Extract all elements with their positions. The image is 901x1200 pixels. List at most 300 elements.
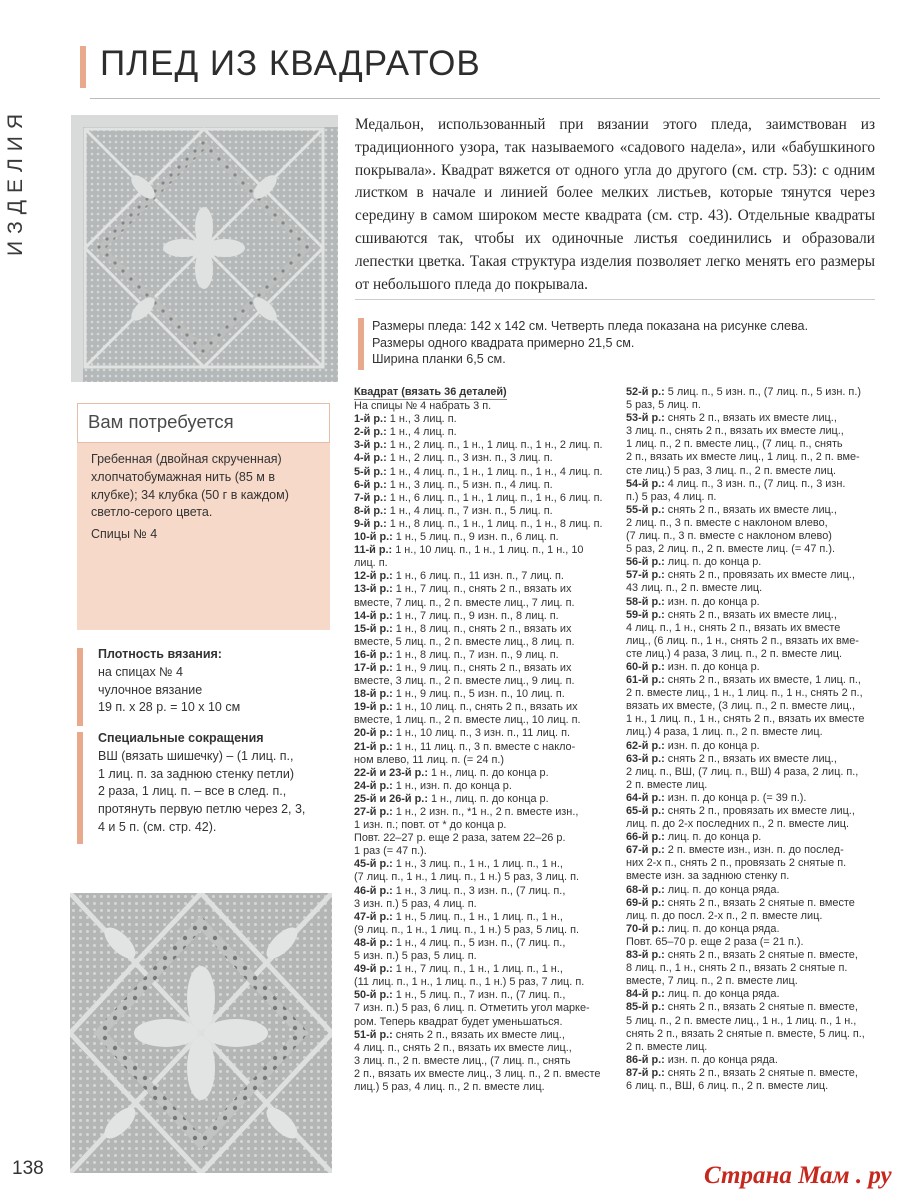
size-line: Размеры пледа: 142 х 142 см. Четверть пледа показана на рисунке слева. — [372, 319, 809, 333]
instruction-line — [354, 976, 616, 989]
abbrev-line: 4 и 5 п. (см. стр. 42). — [98, 819, 217, 834]
row-label: 68-й р.: — [626, 883, 665, 896]
page-title: ПЛЕД ИЗ КВАДРАТОВ — [100, 44, 481, 83]
intro-divider — [355, 299, 875, 300]
row-text: 8 лиц. п., 1 н., снять 2 п., вязать 2 снятые п. — [626, 962, 848, 975]
instruction-line — [354, 1042, 616, 1055]
row-label: 65-й р.: — [626, 805, 665, 817]
row-text: сте лиц.) 5 раз, 3 лиц. п., 2 п. вместе лиц. — [626, 464, 836, 477]
instruction-line — [354, 701, 616, 714]
instruction-line — [354, 754, 616, 767]
row-text: снять 2 п., вязать их вместе лиц., — [664, 412, 837, 425]
row-text: 3 лиц. п., снять 2 п., вязать их вместе лиц., — [626, 425, 844, 438]
row-text: лиц. п. до посл. 2-х п., 2 п. вместе лиц. — [626, 909, 823, 922]
row-label: 85-й р.: — [626, 1001, 665, 1014]
row-text: На спицы № 4 набрать 3 п. — [354, 400, 492, 413]
row-label: 48-й р.: — [354, 936, 393, 949]
instruction-line — [354, 741, 616, 754]
row-text: 1 н., 5 лиц. п., 9 изн. п., 6 лиц. п. — [392, 531, 559, 544]
materials-heading: Вам потребуется — [77, 403, 330, 443]
instruction-line — [626, 569, 888, 582]
row-text: 2 п. вместе лиц. — [626, 1040, 708, 1053]
row-text: 2 п. вместе изн., изн. п. до послед- — [664, 844, 844, 857]
row-label: 58-й р.: — [626, 595, 665, 608]
row-text: лиц. п. до конца ряда. — [664, 883, 780, 896]
instruction-line — [354, 688, 616, 701]
instruction-line — [626, 412, 888, 425]
row-text: снять 2 п., провязать их вместе лиц., — [664, 569, 855, 582]
size-line: Размеры одного квадрата примерно 21,5 см. — [372, 335, 635, 350]
instruction-line — [354, 636, 616, 649]
abbrev-line: ВШ (вязать шишечку) – (1 лиц. п., — [98, 748, 294, 763]
row-label: 63-й р.: — [626, 752, 665, 765]
row-text: 5 лиц. п., 5 изн. п., (7 лиц. п., 5 изн. п.) — [664, 386, 861, 398]
instruction-line — [626, 897, 888, 910]
row-label: 10-й р.: — [354, 531, 393, 544]
row-label: 22-й и 23-й р.: — [354, 766, 428, 779]
instructions-heading: Квадрат (вязать 36 деталей) — [354, 386, 507, 400]
gauge-accent-bar — [77, 648, 83, 726]
instructions-column-2 — [626, 386, 888, 1093]
instruction-line — [354, 623, 616, 636]
instruction-line — [626, 1015, 888, 1028]
row-text: снять 2 п., вязать 2 снятые п. вместе, — [664, 1066, 858, 1079]
instruction-line — [354, 1016, 616, 1029]
row-text: (7 лиц. п., 1 н., 1 лиц. п., 1 н.) 5 раз, 3 лиц. п. — [354, 871, 579, 884]
instruction-line — [626, 465, 888, 478]
instruction-line — [354, 767, 616, 780]
blanket-photo — [71, 115, 338, 382]
needles-text: Спицы № 4 — [91, 527, 158, 541]
row-text: вместе, 7 лиц. п., 2 п. вместе лиц. — [626, 975, 798, 988]
instruction-line — [354, 806, 616, 819]
row-label: 59-й р.: — [626, 608, 665, 621]
row-text: 6 лиц. п., ВШ, 6 лиц. п., 2 п. вместе лиц. — [626, 1079, 829, 1092]
instruction-line — [354, 885, 616, 898]
row-text: изн. п. до конца ряда. — [664, 1053, 778, 1066]
instruction-line — [354, 466, 616, 479]
row-text: 1 н., 6 лиц. п., 11 изн. п., 7 лиц. п. — [392, 570, 564, 583]
row-text: 2 лиц. п., ВШ, (7 лиц. п., ВШ) 4 раза, 2 лиц. п., — [626, 765, 859, 778]
instruction-line — [626, 792, 888, 805]
row-text: 1 н., 6 лиц. п., 1 н., 1 лиц. п., 1 н., 6 лиц. п. — [386, 491, 603, 504]
instructions-column-1 — [354, 386, 616, 1094]
instruction-line — [626, 1028, 888, 1041]
row-text: ном влево, 11 лиц. п. (= 24 п.) — [354, 753, 505, 766]
instruction-line — [354, 570, 616, 583]
row-label: 61-й р.: — [626, 674, 665, 687]
instruction-line — [354, 649, 616, 662]
instruction-line — [626, 805, 888, 818]
materials-box — [77, 403, 330, 630]
row-label: 60-й р.: — [626, 660, 665, 673]
row-label: 86-й р.: — [626, 1053, 665, 1066]
instruction-line — [354, 989, 616, 1002]
instruction-line — [626, 1054, 888, 1067]
row-label: 50-й р.: — [354, 989, 393, 1002]
row-text: 3 изн. п.) 5 раз, 4 лиц. п. — [354, 897, 477, 910]
row-label: 45-й р.: — [354, 858, 393, 871]
instruction-line — [354, 518, 616, 531]
instruction-line — [354, 819, 616, 832]
gauge-line: чулочное вязание — [98, 682, 203, 697]
row-label: 5-й р.: — [354, 465, 387, 478]
instruction-line — [354, 557, 616, 570]
instruction-line — [354, 1068, 616, 1081]
instruction-line — [354, 531, 616, 544]
row-label: 66-й р.: — [626, 831, 665, 844]
instruction-line — [626, 1067, 888, 1080]
instruction-line — [354, 924, 616, 937]
row-label: 51-й р.: — [354, 1028, 393, 1041]
instruction-line — [354, 597, 616, 610]
instruction-line — [626, 766, 888, 779]
abbrev-line: 1 лиц. п. за заднюю стенку петли) — [98, 766, 294, 781]
row-text: вместе, 5 лиц. п., 2 п. вместе лиц., 8 лиц. п. — [354, 635, 575, 648]
instruction-line — [626, 949, 888, 962]
row-text: 1 н., 5 лиц. п., 7 изн. п., (7 лиц. п., — [392, 989, 566, 1002]
instruction-line — [626, 687, 888, 700]
row-text: сте лиц.) 4 раза, 3 лиц. п., 2 п. вместе лиц. — [626, 647, 843, 660]
instruction-line — [354, 1002, 616, 1015]
row-text: п.) 5 раз, 4 лиц. п. — [626, 490, 717, 503]
row-text: 1 н., 9 лиц. п., снять 2 п., вязать их — [392, 661, 572, 674]
row-text: вместе, 3 лиц. п., 2 п. вместе лиц., 9 лиц. п. — [354, 675, 575, 688]
instruction-line — [626, 1041, 888, 1054]
row-label: 69-й р.: — [626, 896, 665, 909]
row-label: 62-й р.: — [626, 739, 665, 752]
row-text: 1 н., 4 лиц. п., 1 н., 1 лиц. п., 1 н., 4 лиц. п. — [386, 465, 603, 478]
instruction-line — [354, 505, 616, 518]
instruction-line — [626, 923, 888, 936]
row-text: 1 н., 2 изн. п., *1 н., 2 п. вместе изн., — [392, 806, 579, 818]
instruction-line — [626, 661, 888, 674]
row-text: снять 2 п., вязать их вместе лиц., — [664, 503, 837, 516]
row-label: 57-й р.: — [626, 569, 665, 582]
section-label: ИЗДЕЛИЯ — [4, 106, 27, 256]
instruction-line — [626, 386, 888, 399]
instruction-line — [626, 438, 888, 451]
instruction-line — [354, 426, 616, 439]
row-text: вместе изн. за заднюю стенку п. — [626, 870, 790, 883]
row-text: 1 н., 8 лиц. п., снять 2 п., вязать их — [392, 622, 572, 635]
row-text: (7 лиц. п., 3 п. вместе с наклоном влево) — [626, 530, 832, 543]
row-text: 7 изн. п.) 5 раз, 6 лиц. п. Отметить угол марке- — [354, 1002, 590, 1015]
row-text: 1 н., 3 лиц. п. — [386, 413, 457, 426]
row-label: 3-й р.: — [354, 439, 387, 452]
instruction-line — [626, 596, 888, 609]
instruction-line — [626, 910, 888, 923]
row-text: 1 н., лиц. п. до конца р. — [427, 792, 549, 805]
gauge-block — [98, 646, 240, 717]
instruction-line — [626, 1080, 888, 1093]
instruction-line — [626, 740, 888, 753]
row-text: (11 лиц. п., 1 н., 1 лиц. п., 1 н.) 5 раз, 7 лиц. п. — [354, 976, 585, 989]
row-label: 84-й р.: — [626, 988, 665, 1001]
instruction-line — [626, 451, 888, 464]
row-text: Повт. 65–70 р. еще 2 раза (= 21 п.). — [626, 935, 804, 948]
row-label: 6-й р.: — [354, 478, 387, 491]
row-text: снять 2 п., вязать их вместе лиц., — [664, 608, 837, 621]
row-label: 56-й р.: — [626, 556, 665, 569]
row-text: 5 лиц. п., 2 п. вместе лиц., 1 н., 1 лиц. п., 1 н., — [626, 1014, 857, 1027]
row-text: снять 2 п., вязать 2 снятые п. вместе, — [664, 1001, 858, 1014]
row-text: 1 лиц. п., 2 п. вместе лиц., (7 лиц. п., снять — [626, 438, 843, 451]
instruction-line — [354, 662, 616, 675]
row-text: 5 раз, 5 лиц. п. — [626, 399, 701, 412]
row-text: лиц.) 5 раз, 4 лиц. п., 2 п. вместе лиц. — [354, 1080, 545, 1093]
sidebar — [0, 0, 56, 1200]
instruction-line — [626, 543, 888, 556]
row-label: 20-й р.: — [354, 727, 393, 740]
row-text: снять 2 п., вязать их вместе, 1 лиц. п., — [664, 674, 861, 687]
row-text: 2 п. вместе лиц. — [626, 778, 708, 791]
instruction-line — [354, 439, 616, 452]
row-text: 1 н., 9 лиц. п., 5 изн. п., 10 лиц. п. — [392, 688, 565, 701]
row-label: 54-й р.: — [626, 477, 665, 490]
row-text: 1 н., 7 лиц. п., 9 изн. п., 8 лиц. п. — [392, 609, 559, 622]
row-text: 43 лиц. п., 2 п. вместе лиц. — [626, 582, 763, 595]
row-text: Повт. 22–27 р. еще 2 раза, затем 22–26 р. — [354, 832, 566, 845]
instruction-line — [354, 950, 616, 963]
row-text: 1 н., 3 лиц. п., 5 изн. п., 4 лиц. п. — [386, 478, 553, 491]
row-label: 2-й р.: — [354, 426, 387, 439]
row-text: 1 н., 7 лиц. п., 1 н., 1 лиц. п., 1 н., — [392, 963, 563, 976]
gauge-heading: Плотность вязания: — [98, 647, 222, 661]
row-label: 25-й и 26-й р.: — [354, 792, 428, 805]
row-label: 16-й р.: — [354, 648, 393, 661]
row-label: 13-й р.: — [354, 583, 393, 596]
row-label: 67-й р.: — [626, 844, 665, 857]
row-text: лиц. п. до 2-х последних п., 2 п. вместе лиц. — [626, 818, 850, 831]
row-label: 55-й р.: — [626, 503, 665, 516]
site-watermark: Страна Мам . ру — [704, 1162, 892, 1189]
row-text: 5 раз, 2 лиц. п., 2 п. вместе лиц. (= 47 п.). — [626, 543, 835, 556]
row-label: 21-й р.: — [354, 740, 393, 753]
instruction-line — [626, 582, 888, 595]
row-text: 1 н., 2 лиц. п., 3 изн. п., 3 лиц. п. — [386, 452, 553, 465]
instruction-line — [626, 517, 888, 530]
row-text: изн. п. до конца р. — [664, 660, 760, 673]
row-text: 2 п. вместе лиц., 1 н., 1 лиц. п., 1 н., снять 2 п., — [626, 687, 863, 700]
instruction-line — [626, 425, 888, 438]
instruction-line — [626, 988, 888, 1001]
row-text: 1 н., 10 лиц. п., 1 н., 1 лиц. п., 1 н., 10 — [392, 544, 584, 557]
row-text: 1 н., 10 лиц. п., снять 2 п., вязать их — [392, 701, 578, 714]
instruction-line — [354, 675, 616, 688]
abbrev-line: 2 раза, 1 лиц. п. – все в след. п., — [98, 784, 287, 799]
row-text: изн. п. до конца р. (= 39 п.). — [664, 791, 807, 804]
instruction-line — [626, 674, 888, 687]
row-text: вместе, 1 лиц. п., 2 п. вместе лиц., 10 лиц. п. — [354, 714, 581, 727]
instruction-line — [354, 452, 616, 465]
row-label: 19-й р.: — [354, 701, 393, 714]
size-line: Ширина планки 6,5 см. — [372, 352, 506, 366]
row-text: 1 н., 11 лиц. п., 3 п. вместе с накло- — [392, 740, 576, 753]
row-text: 1 н., 5 лиц. п., 1 н., 1 лиц. п., 1 н., — [392, 910, 563, 923]
instruction-line — [626, 870, 888, 883]
instruction-line — [626, 726, 888, 739]
row-label: 46-й р.: — [354, 884, 393, 897]
instruction-line — [354, 544, 616, 557]
instruction-line — [354, 492, 616, 505]
row-label: 64-й р.: — [626, 791, 665, 804]
row-label: 9-й р.: — [354, 517, 387, 530]
row-text: лиц. п. до конца ряда. — [664, 922, 780, 935]
row-text: 1 раз (= 47 п.). — [354, 845, 427, 858]
instruction-line — [354, 1081, 616, 1094]
row-text: снять 2 п., вязать 2 снятые п. вместе, 5 лиц. п., — [626, 1027, 865, 1040]
row-text: вязать их вместе, (3 лиц. п., 2 п. вместе лиц., — [626, 700, 856, 713]
row-label: 18-й р.: — [354, 688, 393, 701]
instruction-line — [626, 504, 888, 517]
abbrev-heading: Специальные сокращения — [98, 731, 264, 745]
row-text: снять 2 п., вязать 2 снятые п. вместе — [664, 896, 855, 909]
row-label: 87-й р.: — [626, 1066, 665, 1079]
row-label: 27-й р.: — [354, 806, 393, 818]
row-text: 1 н., изн. п. до конца р. — [392, 779, 512, 792]
page-number: 138 — [12, 1158, 44, 1179]
instruction-line — [354, 845, 616, 858]
row-text: 1 н., 4 лиц. п., 5 изн. п., (7 лиц. п., — [392, 936, 566, 949]
instruction-line — [626, 962, 888, 975]
row-label: 49-й р.: — [354, 963, 393, 976]
row-label: 70-й р.: — [626, 922, 665, 935]
instruction-line — [354, 400, 616, 413]
row-label: 52-й р.: — [626, 386, 665, 398]
instruction-line — [626, 844, 888, 857]
row-label: 4-й р.: — [354, 452, 387, 465]
instruction-line — [626, 478, 888, 491]
title-accent-bar — [80, 46, 86, 88]
instruction-line — [626, 635, 888, 648]
instruction-line — [354, 832, 616, 845]
row-label: 12-й р.: — [354, 570, 393, 583]
instruction-line — [626, 936, 888, 949]
abbrev-accent-bar — [77, 732, 83, 844]
instruction-line — [354, 413, 616, 426]
row-label: 53-й р.: — [626, 412, 665, 425]
row-label: 14-й р.: — [354, 609, 393, 622]
row-text: 1 н., 2 лиц. п., 1 н., 1 лиц. п., 1 н., 2 лиц. п. — [386, 439, 603, 452]
instruction-line — [626, 399, 888, 412]
row-text: 1 н., лиц. п. до конца р. — [427, 766, 549, 779]
row-text: лиц. п. до конца ряда. — [664, 988, 780, 1001]
row-label: 47-й р.: — [354, 910, 393, 923]
instruction-line — [626, 713, 888, 726]
square-closeup-photo — [70, 893, 332, 1173]
row-text: изн. п. до конца р. — [664, 595, 760, 608]
instruction-line — [626, 648, 888, 661]
instruction-line — [626, 1001, 888, 1014]
instruction-line — [626, 556, 888, 569]
row-label: 8-й р.: — [354, 504, 387, 517]
row-label: 83-й р.: — [626, 949, 665, 962]
instruction-line — [626, 491, 888, 504]
row-text: лиц. п. до конца р. — [664, 831, 762, 844]
instruction-line — [626, 530, 888, 543]
instruction-line — [626, 779, 888, 792]
row-text: снять 2 п., вязать 2 снятые п. вместе, — [664, 949, 858, 962]
instruction-line — [354, 1055, 616, 1068]
row-text: лиц., (6 лиц. п., 1 н., снять 2 п., вязать их вме- — [626, 634, 859, 647]
row-text: 1 н., 3 лиц. п., 3 изн. п., (7 лиц. п., — [392, 884, 566, 897]
row-text: (9 лиц. п., 1 н., 1 лиц. п., 1 н.) 5 раз, 5 лиц. п. — [354, 923, 579, 936]
instruction-line — [354, 871, 616, 884]
row-label: 24-й р.: — [354, 779, 393, 792]
row-text: вместе, 7 лиц. п., 2 п. вместе лиц., 7 лиц. п. — [354, 596, 575, 609]
instruction-line — [626, 818, 888, 831]
title-divider — [90, 98, 880, 99]
instruction-line — [354, 727, 616, 740]
instruction-line — [354, 937, 616, 950]
sizes-block — [372, 318, 808, 368]
instruction-line — [626, 753, 888, 766]
row-text: лиц. п. до конца р. — [664, 556, 762, 569]
row-text: 1 н., 3 лиц. п., 1 н., 1 лиц. п., 1 н., — [392, 858, 563, 871]
instruction-line — [626, 884, 888, 897]
instruction-line — [354, 479, 616, 492]
instruction-line — [354, 1029, 616, 1042]
row-label: 17-й р.: — [354, 661, 393, 674]
row-text: лиц. п. — [354, 557, 388, 570]
instruction-line — [354, 858, 616, 871]
gauge-line: на спицах № 4 — [98, 664, 183, 679]
row-text: снять 2 п., провязать их вместе лиц., — [664, 805, 855, 817]
row-text: 1 н., 8 лиц. п., 1 н., 1 лиц. п., 1 н., 8 лиц. п. — [386, 517, 603, 530]
row-text: 1 изн. п.; повт. от * до конца р. — [354, 819, 507, 832]
instruction-line — [354, 898, 616, 911]
instruction-line — [626, 975, 888, 988]
row-label: 11-й р.: — [354, 544, 393, 557]
instruction-line — [354, 911, 616, 924]
instruction-line — [354, 610, 616, 623]
row-text: 1 н., 10 лиц. п., 3 изн. п., 11 лиц. п. — [392, 727, 571, 740]
row-text: 3 лиц. п., 2 п. вместе лиц., (7 лиц. п., снять — [354, 1054, 571, 1067]
gauge-line: 19 п. х 28 р. = 10 х 10 см — [98, 700, 241, 715]
row-text: 1 н., 1 лиц. п., 1 н., снять 2 п., вязать их вместе — [626, 713, 865, 726]
row-text: 1 н., 4 лиц. п., 7 изн. п., 5 лиц. п. — [386, 504, 553, 517]
row-text: 2 п., вязать их вместе лиц., 1 лиц. п., 2 п. вме- — [626, 451, 860, 464]
row-text: 5 изн. п.) 5 раз, 5 лиц. п. — [354, 950, 477, 963]
row-text: 4 лиц. п., 3 изн. п., (7 лиц. п., 3 изн. — [664, 477, 846, 490]
row-text: 4 лиц. п., снять 2 п., вязать их вместе лиц., — [354, 1041, 572, 1054]
instruction-line — [626, 609, 888, 622]
materials-text: Гребенная (двойная скрученная) хлопчатобумажная нить (85 м в клубке); 34 клубка (50 г в каждом) светло-серого цвета. — [91, 452, 289, 520]
row-text: изн. п. до конца р. — [664, 739, 760, 752]
row-text: 2 п., вязать их вместе лиц., 3 лиц. п., 2 п. вместе — [354, 1067, 601, 1080]
row-text: 1 н., 4 лиц. п. — [386, 426, 457, 439]
row-text: 1 н., 8 лиц. п., 7 изн. п., 9 лиц. п. — [392, 648, 559, 661]
instruction-line — [626, 622, 888, 635]
row-text: ром. Теперь квадрат будет уменьшаться. — [354, 1015, 563, 1028]
instruction-line — [354, 963, 616, 976]
instruction-line — [626, 857, 888, 870]
row-text: лиц.) 4 раза, 1 лиц. п., 2 п. вместе лиц. — [626, 726, 823, 739]
row-label: 1-й р.: — [354, 413, 387, 426]
sizes-accent-bar — [358, 318, 364, 370]
abbreviations-block — [98, 730, 305, 837]
row-text: снять 2 п., вязать их вместе лиц., — [664, 752, 837, 765]
row-label: 7-й р.: — [354, 491, 387, 504]
row-text: них 2-х п., снять 2 п., провязать 2 снятые п. — [626, 857, 847, 870]
row-text: 1 н., 7 лиц. п., снять 2 п., вязать их — [392, 583, 572, 596]
row-text: 4 лиц. п., 1 н., снять 2 п., вязать их вместе — [626, 621, 841, 634]
instruction-line — [354, 583, 616, 596]
instruction-line — [354, 780, 616, 793]
instruction-line — [626, 831, 888, 844]
instruction-line — [354, 714, 616, 727]
